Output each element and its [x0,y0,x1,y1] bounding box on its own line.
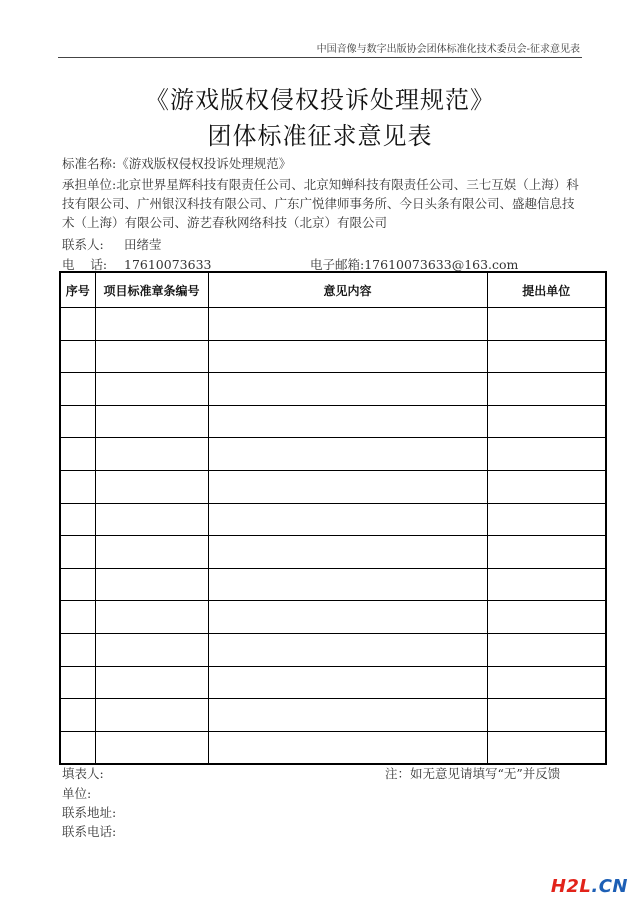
table-row [60,438,606,471]
table-row [60,503,606,536]
col-header-comment: 意见内容 [208,272,487,308]
table-cell[interactable] [208,601,487,634]
table-row [60,470,606,503]
table-cell[interactable] [487,470,606,503]
phone-label: 电 话: [62,257,108,272]
col-header-unit: 提出单位 [487,272,606,308]
header-divider [58,57,582,58]
table-cell[interactable] [95,731,208,764]
table-cell[interactable] [487,438,606,471]
table-row [60,731,606,764]
contact-label: 联系人: [62,237,104,252]
email-label: 电子邮箱: [310,257,365,272]
table-cell[interactable] [208,373,487,406]
watermark-logo [551,876,628,897]
table-row [60,601,606,634]
table-cell[interactable] [487,373,606,406]
table-cell[interactable] [95,568,208,601]
table-row [60,633,606,666]
table-cell[interactable] [487,601,606,634]
col-header-index: 序号 [60,272,95,308]
table-cell[interactable] [487,405,606,438]
table-cell[interactable] [95,699,208,732]
unit-label: 单位: [62,786,92,801]
table-cell[interactable] [95,373,208,406]
table-header-row [60,272,606,308]
table-cell[interactable] [60,666,95,699]
undertaker-block [62,175,582,232]
table-cell[interactable] [487,503,606,536]
table-cell[interactable] [208,699,487,732]
table-cell[interactable] [60,699,95,732]
table-cell[interactable] [60,731,95,764]
table-cell[interactable] [208,438,487,471]
filler-label: 填表人: [62,766,104,781]
table-cell[interactable] [487,731,606,764]
email-value: 17610073633@163.com [364,257,519,272]
watermark-part1: H2L [550,876,592,897]
document-subtitle: 团体标准征求意见表 [207,122,433,150]
table-cell[interactable] [487,568,606,601]
table-row [60,340,606,373]
standard-name-label: 标准名称: [62,156,117,171]
table-cell[interactable] [95,470,208,503]
document-header: 中国音像与数字出版协会团体标准化技术委员会-征求意见表 [316,44,580,55]
table-cell[interactable] [95,666,208,699]
table-row [60,536,606,569]
table-cell[interactable] [208,536,487,569]
standard-name-row [62,154,291,172]
table-cell[interactable] [60,536,95,569]
table-cell[interactable] [208,405,487,438]
table-cell[interactable] [95,438,208,471]
table-cell[interactable] [208,470,487,503]
table-cell[interactable] [60,308,95,341]
table-cell[interactable] [487,536,606,569]
table-cell[interactable] [60,373,95,406]
table-cell[interactable] [208,308,487,341]
table-row [60,568,606,601]
table-cell[interactable] [487,699,606,732]
standard-name-value: 《游戏版权侵权投诉处理规范》 [116,156,292,171]
table-row [60,308,606,341]
table-row [60,666,606,699]
table-row [60,699,606,732]
contact-value: 田绪莹 [124,237,162,252]
table-cell[interactable] [95,503,208,536]
table-cell[interactable] [60,568,95,601]
contact-phone-label: 联系电话: [62,824,117,839]
table-cell[interactable] [60,340,95,373]
table-cell[interactable] [60,438,95,471]
table-cell[interactable] [95,633,208,666]
col-header-clause: 项目标准章条编号 [95,272,208,308]
table-body [60,308,606,765]
table-cell[interactable] [208,568,487,601]
table-cell[interactable] [60,633,95,666]
contact-row [62,235,162,253]
table-cell[interactable] [487,340,606,373]
table-cell[interactable] [487,308,606,341]
comment-table [59,271,607,765]
table-row [60,373,606,406]
table-cell[interactable] [95,405,208,438]
table-cell[interactable] [487,633,606,666]
undertaker-label: 承担单位: [62,177,117,192]
table-cell[interactable] [208,666,487,699]
table-cell[interactable] [95,536,208,569]
document-title: 《游戏版权侵权投诉处理规范》 [145,86,495,114]
undertaker-value: 北京世界星辉科技有限责任公司、北京知蝉科技有限责任公司、三七互娱（上海）科技有限公司、广州银汉科技有限公司、广东广悦律师事务所、今日头条有限公司、盛趣信息技术（上海）有限公司、游艺春秋网络科技（北京）有限公司 [62,177,579,230]
table-cell[interactable] [95,340,208,373]
table-row [60,405,606,438]
address-label: 联系地址: [62,805,117,820]
table-cell[interactable] [208,340,487,373]
footer-note: 注：如无意见请填写“无”并反馈 [385,766,561,781]
table-cell[interactable] [60,601,95,634]
table-cell[interactable] [208,731,487,764]
table-cell[interactable] [95,308,208,341]
table-cell[interactable] [208,503,487,536]
table-cell[interactable] [95,601,208,634]
table-cell[interactable] [60,405,95,438]
table-cell[interactable] [487,666,606,699]
phone-value: 17610073633 [124,257,212,272]
table-cell[interactable] [60,503,95,536]
watermark-part2: .CN [591,876,628,897]
table-cell[interactable] [208,633,487,666]
table-cell[interactable] [60,470,95,503]
